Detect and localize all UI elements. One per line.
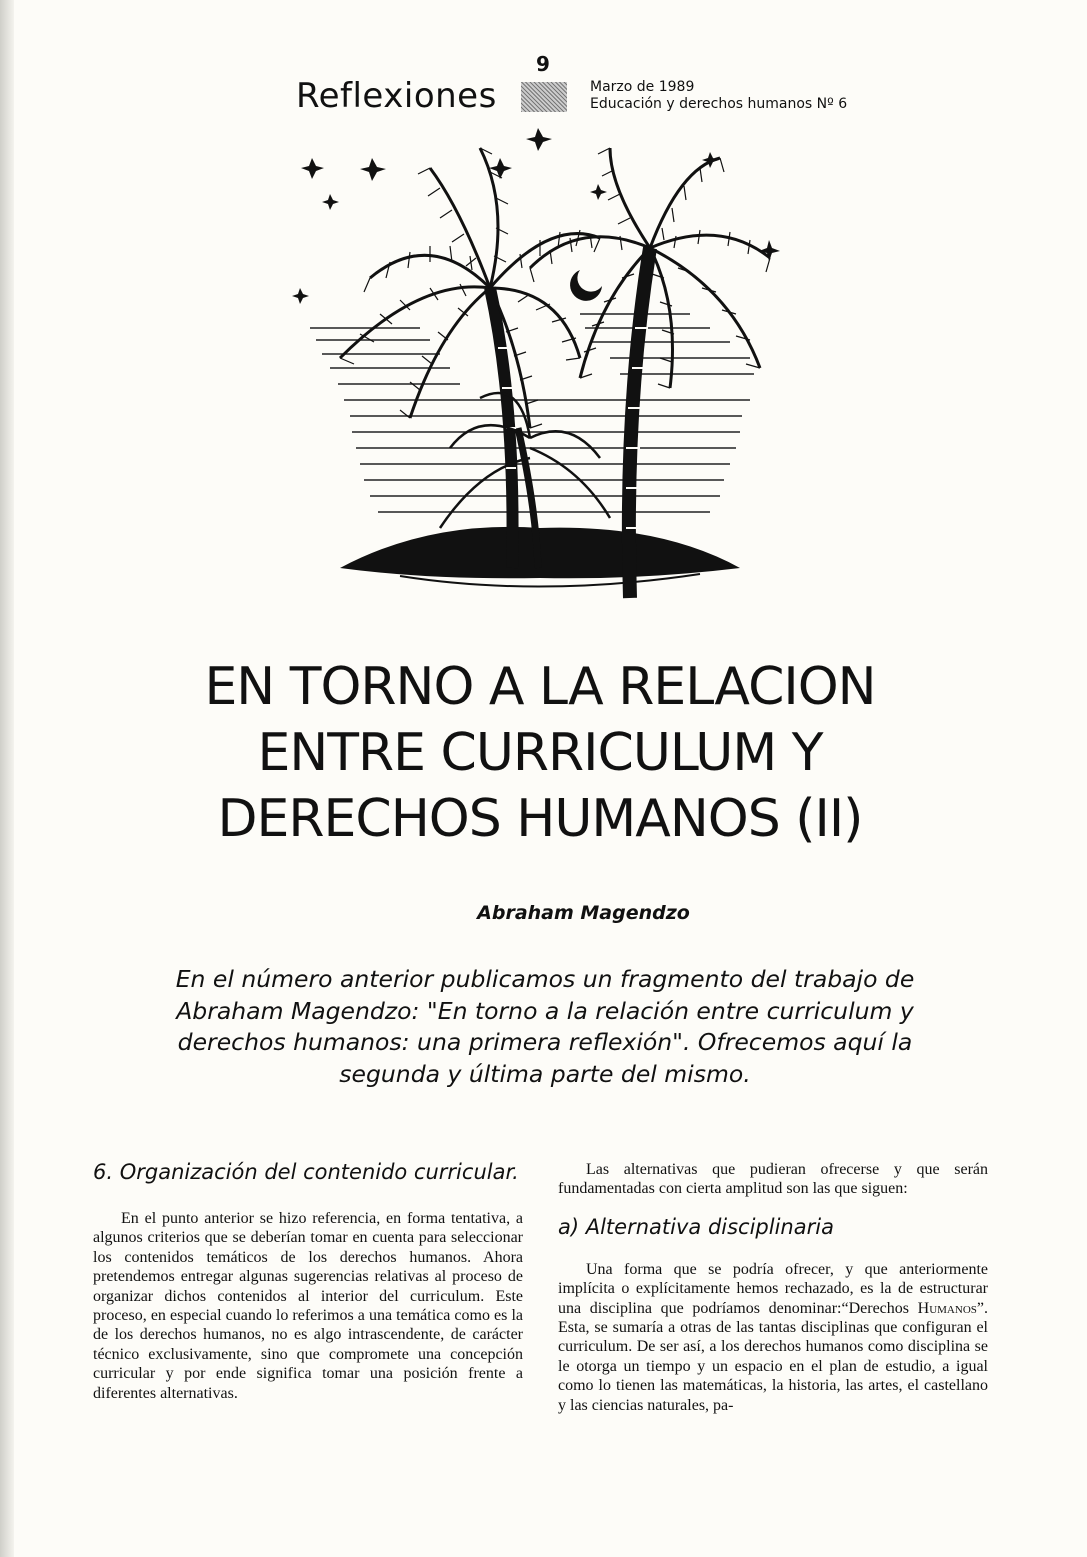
section-title: Reflexiones [296,76,497,116]
publication-date: Marzo de 1989 [590,79,695,95]
header-pattern-box [521,82,567,112]
section-6-paragraph: En el punto anterior se hizo referencia, en forma tentativa, a algunos criterios que se deberían tomar en cuenta para seleccionar los contenidos temáticos de los derechos humanos. Ahora pretendemos entregar algunas sugerencias relativas al proceso de organizar dichos contenidos al interior del curriculum. Este proceso, en especial cuando lo referimos a una temática como es la de los derechos humanos, no es algo intrascendente, de carácter técnico exclusivamente, sino que compromete una concepción curricular y por ende significa tomar una posición frente a diferentes alternativas. [93,1210,523,1402]
alternative-a-paragraph [558,1260,988,1415]
alternative-a-heading: a) Alternativa disciplinaria [558,1214,834,1239]
alternative-a-small-caps: Humanos [917,1299,977,1317]
article-title-line-1: EN TORNO A LA RELACION [204,657,876,717]
section-6-heading: 6. Organización del contenido curricular. [93,1160,519,1184]
alternative-a-text-part-1: Una forma que se podría ofrecer, y que anteriormente implícita o explícitamente hemos rechazado, es la de estructurar una disciplina que podríamos denominar:“Derechos [558,1260,988,1317]
alternatives-intro-paragraph: Las alternativas que pudieran ofrecerse y que serán fundamentadas con cierta amplitud son las que siguen: [558,1161,988,1198]
moon-icon [570,270,602,301]
left-column [93,1160,523,1403]
palm-trees-night-illustration [280,128,800,616]
article-intro: En el número anterior publicamos un fragmento del trabajo de Abraham Magendzo: "En torno a la relación entre curriculum y derechos humanos: una primera reflexión". Ofrecemos aquí la segunda y última parte del mismo. [175,965,915,1088]
author-name: Abraham Magendzo [477,902,690,924]
page-binding-edge [0,0,14,1557]
header-info [590,79,847,113]
article-title-line-2: ENTRE CURRICULUM Y [257,723,823,783]
alternative-a-text-part-2: ”. Esta, se sumaría a otras de las tantas disciplinas que configuran el curriculum. De ser así, a los derechos humanos como disciplina se le otorga un tiempo y un espacio en el plan de estudio, a igual como lo tienen las matemáticas, la historia, las artes, el castellano y las ciencias naturales, pa- [558,1299,988,1414]
page-number: 9 [536,52,550,76]
stars-icon [292,128,780,304]
right-column [558,1160,988,1415]
article-title-line-3: DERECHOS HUMANOS (II) [217,789,863,849]
publication-name: Educación y derechos humanos Nº 6 [590,96,848,112]
article-title [100,654,980,852]
